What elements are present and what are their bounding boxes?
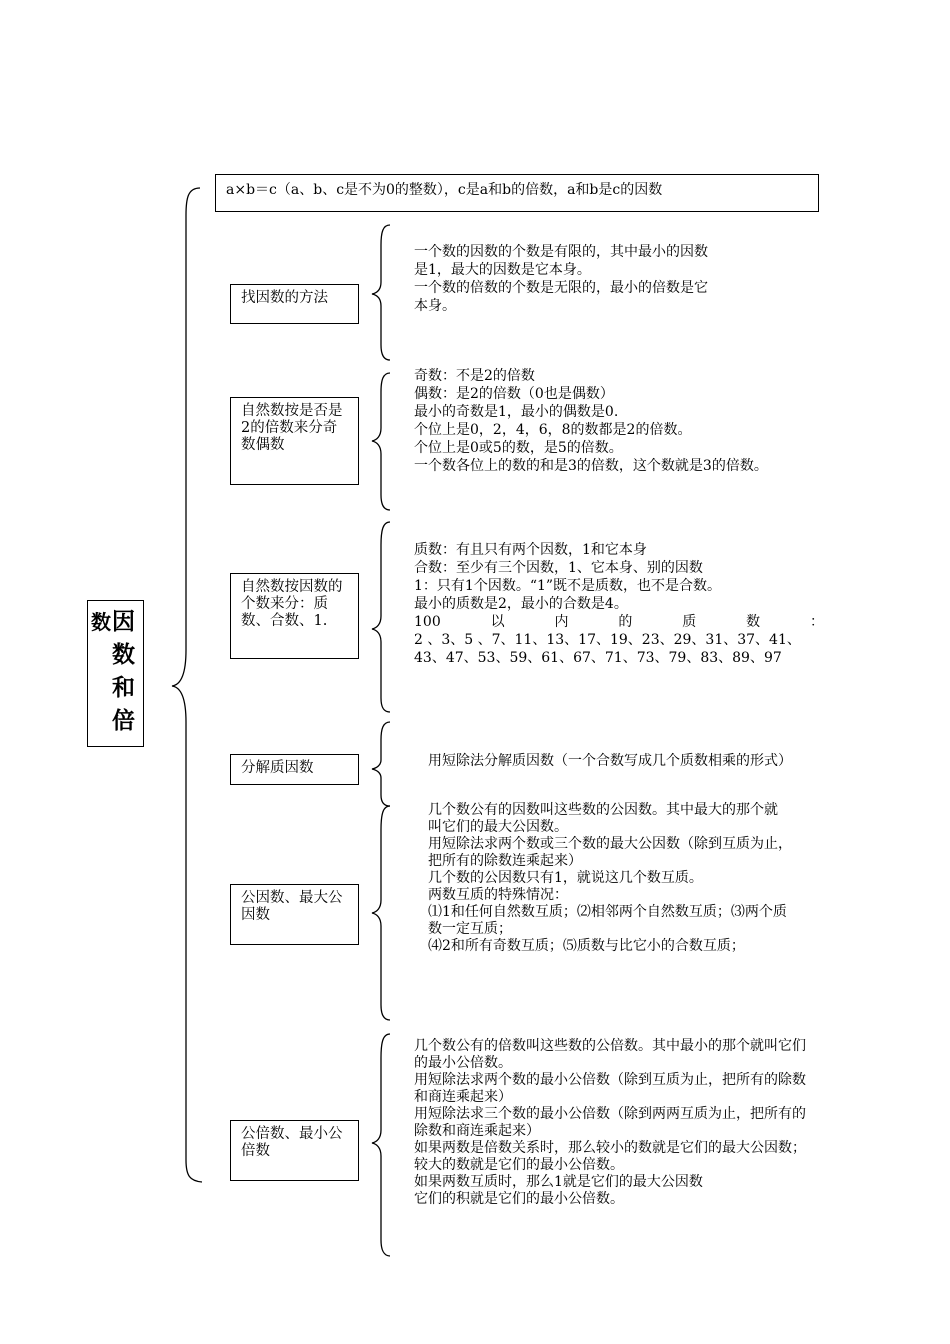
content-line: ⑷2和所有奇数互质；⑸质数与比它小的合数互质；: [428, 938, 745, 954]
definition-box: [215, 174, 819, 212]
word: 100: [414, 614, 441, 630]
content-line: 数一定互质；: [428, 921, 512, 937]
title-char: 因: [112, 609, 135, 635]
justified-line: [414, 613, 824, 631]
section-content: [428, 752, 792, 770]
content-line: 如果两数是倍数关系时，那么较小的数就是它们的最大公因数；: [414, 1140, 806, 1156]
content-line: 用短除法求两个数或三个数的最大公因数（除到互质为止，: [428, 836, 792, 852]
main-brace: [172, 188, 202, 1182]
content-line: 它们的积就是它们的最小公倍数。: [414, 1191, 624, 1207]
content-line: ⑴1和任何自然数互质；⑵相邻两个自然数互质；⑶两个质: [428, 904, 787, 920]
brace-4: [372, 722, 390, 806]
section-content: [414, 541, 824, 667]
brace-5: [372, 806, 390, 1020]
brace-2: [372, 373, 390, 510]
content-line: 用短除法求三个数的最小公倍数（除到两两互质为止，把所有的: [414, 1106, 806, 1122]
content-line: 最小的奇数是1，最小的偶数是0.: [414, 404, 619, 420]
content-line: 奇数：不是2的倍数: [414, 368, 535, 384]
content-line: 个位上是0，2，4，6，8的数都是2的倍数。: [414, 422, 692, 438]
section-content: [428, 802, 792, 955]
title-char: 倍: [112, 708, 135, 734]
section-label: 找因数的方法: [241, 290, 328, 306]
section-label-box: [230, 1120, 359, 1181]
section-label-box: [230, 573, 359, 659]
content-line: 合数：至少有三个因数，1、它本身、别的因数: [414, 560, 703, 576]
content-line: 本身。: [414, 298, 456, 314]
content-line: 把所有的除数连乘起来）: [428, 853, 582, 869]
content-line: 和商连乘起来）: [414, 1089, 512, 1105]
content-line: 几个数公有的因数叫这些数的公因数。其中最大的那个就: [428, 802, 778, 818]
section-label-box: [230, 397, 359, 485]
section-label: 公倍数、最小公倍数: [241, 1126, 343, 1159]
content-line: 用短除法分解质因数（一个合数写成几个质数相乘的形式）: [428, 753, 792, 769]
section-content: [414, 367, 768, 475]
section-content: [414, 1038, 806, 1208]
content-line: 的最小公倍数。: [414, 1055, 512, 1071]
content-line: 偶数：是2的倍数（0也是偶数）: [414, 386, 614, 402]
word: 质: [682, 614, 697, 630]
content-line: 除数和商连乘起来）: [414, 1123, 540, 1139]
content-line: 质数：有且只有两个因数，1和它本身: [414, 542, 647, 558]
title-box: [87, 600, 144, 747]
content-line: 几个数公有的倍数叫这些数的公倍数。其中最小的那个就叫它们: [414, 1038, 806, 1054]
content-line: 1：只有1个因数。“1”既不是质数，也不是合数。: [414, 578, 722, 594]
brace-6: [372, 1034, 390, 1256]
definition-text: a×b＝c（a、b、c是不为0的整数），c是a和b的倍数，a和b是c的因数: [226, 182, 663, 198]
title-char: 数: [112, 642, 135, 668]
content-line: 叫它们的最大公因数。: [428, 819, 568, 835]
content-line: 几个数的公因数只有1，就说这几个数互质。: [428, 870, 703, 886]
section-label-box: [230, 884, 359, 945]
brace-1: [372, 225, 390, 360]
content-line: 个位上是0或5的数，是5的倍数。: [414, 440, 623, 456]
section-label-box: [230, 284, 359, 324]
word: 以: [490, 614, 505, 630]
content-line: 较大的数就是它们的最小公倍数。: [414, 1157, 624, 1173]
brace-3: [372, 522, 390, 712]
content-line: 最小的质数是2，最小的合数是4。: [414, 596, 628, 612]
section-label: 公因数、最大公因数: [241, 890, 343, 923]
title-column: [112, 606, 135, 738]
section-content: [414, 243, 708, 315]
primes-line: 43、47、53、59、61、67、71、73、79、83、89、97: [414, 650, 782, 666]
title-char: 和: [112, 675, 135, 701]
content-line: 两数互质的特殊情况：: [428, 887, 568, 903]
word: 内: [554, 614, 569, 630]
section-label: 分解质因数: [241, 760, 314, 776]
section-label: 自然数按是否是2的倍数来分奇数偶数: [241, 403, 343, 453]
section-label-box: [230, 754, 359, 785]
word: 的: [618, 614, 633, 630]
content-line: 一个数各位上的数的和是3的倍数，这个数就是3的倍数。: [414, 458, 768, 474]
word: 数: [746, 614, 761, 630]
primes-line: 2 、3、5 、7、11、13、17、19、23、29、31、37、41、: [414, 632, 801, 648]
word: ：: [809, 614, 824, 630]
content-line: 如果两数互质时，那么1就是它们的最大公因数: [414, 1174, 703, 1190]
content-line: 一个数的因数的个数是有限的，其中最小的因数: [414, 244, 708, 260]
content-line: 用短除法求两个数的最小公倍数（除到互质为止，把所有的除数: [414, 1072, 806, 1088]
content-line: 一个数的倍数的个数是无限的，最小的倍数是它: [414, 280, 708, 296]
title-char-shu: 数: [91, 610, 111, 634]
content-line: 是1，最大的因数是它本身。: [414, 262, 591, 278]
section-label: 自然数按因数的个数来分：质数、合数、1.: [241, 579, 343, 629]
